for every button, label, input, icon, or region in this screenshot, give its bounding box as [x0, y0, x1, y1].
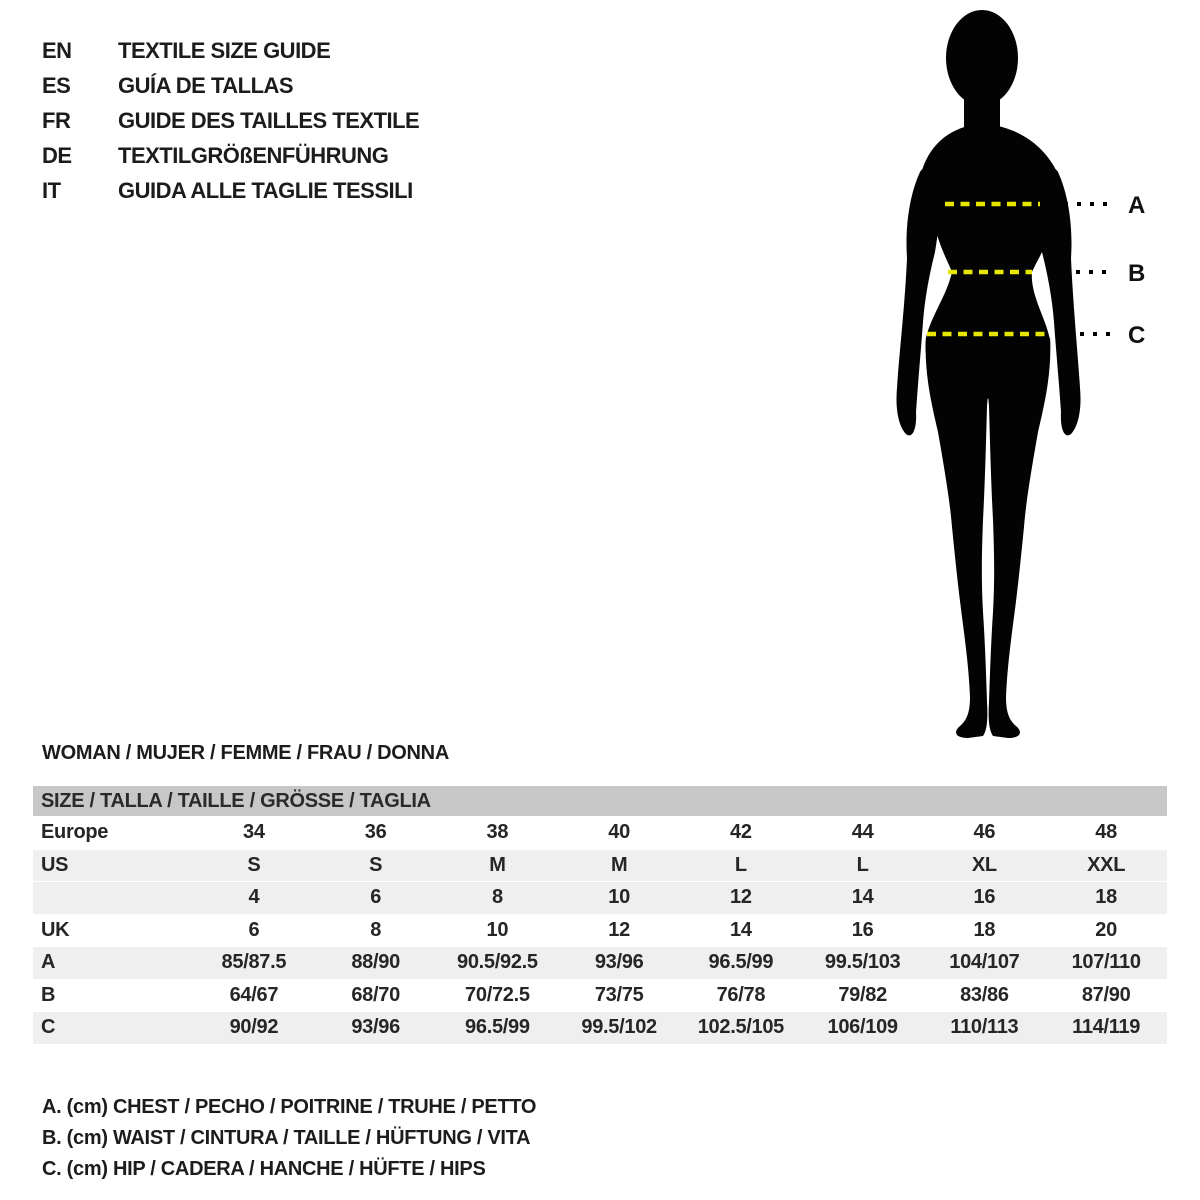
table-cell: 8 [491, 886, 503, 909]
table-cell: 18 [1095, 886, 1117, 909]
language-label: GUÍA DE TALLAS [118, 72, 294, 98]
table-cell: 20 [1095, 918, 1117, 941]
table-row [33, 946, 1167, 979]
table-cell: 106/109 [827, 1016, 898, 1039]
measurement-legend [42, 1092, 536, 1185]
table-cell: 93/96 [351, 1016, 400, 1039]
table-cell: 12 [608, 918, 630, 941]
size-table-header: SIZE / TALLA / TAILLE / GRÖSSE / TAGLIA [33, 786, 1167, 816]
table-cell: 14 [851, 886, 874, 909]
table-cell: 12 [730, 886, 752, 909]
chest-label: A [1128, 192, 1146, 219]
table-cell: M [489, 853, 506, 876]
language-code: IT [42, 177, 61, 203]
table-cell: 107/110 [1071, 951, 1141, 974]
table-cell: 79/82 [838, 983, 887, 1006]
table-cell: 114/119 [1072, 1016, 1141, 1039]
legend-hip: C. (cm) HIP / CADERA / HANCHE / HÜFTE / HIPS [42, 1158, 486, 1180]
table-cell: 76/78 [716, 983, 766, 1006]
hip-label: C [1128, 322, 1146, 349]
table-cell: 73/75 [594, 983, 644, 1006]
table-cell: 99.5/102 [581, 1016, 657, 1039]
table-cell: 10 [486, 918, 509, 941]
table-cell: 68/70 [351, 983, 400, 1006]
language-code: FR [42, 107, 71, 133]
language-code: EN [42, 37, 72, 63]
table-cell: 8 [370, 918, 382, 941]
table-cell: 16 [851, 918, 874, 941]
table-cell: M [610, 853, 628, 876]
table-cell: 85/87.5 [221, 951, 287, 974]
table-row-label: B [41, 983, 56, 1006]
table-cell: XXL [1087, 853, 1126, 876]
table-cell: S [369, 853, 383, 876]
table-cell: 96.5/99 [708, 951, 774, 974]
table-row-label: A [41, 951, 56, 974]
table-cell: XL [971, 853, 997, 876]
silhouette-left-leg [926, 336, 988, 738]
table-cell: 93/96 [594, 951, 644, 974]
table-cell: 83/86 [960, 983, 1009, 1006]
woman-silhouette-figure [850, 0, 1200, 742]
table-cell: 90.5/92.5 [457, 951, 538, 974]
table-row-label: C [41, 1016, 56, 1039]
table-cell: 96.5/99 [465, 1016, 530, 1039]
woman-silhouette [896, 10, 1080, 738]
table-row-label: Europe [41, 821, 109, 844]
language-label: TEXTILE SIZE GUIDE [118, 37, 331, 63]
table-cell: 40 [608, 821, 630, 844]
language-code: ES [42, 72, 71, 98]
table-row-label: US [41, 853, 69, 876]
language-label: GUIDA ALLE TAGLIE TESSILI [118, 177, 413, 203]
table-cell: 42 [730, 821, 752, 844]
table-cell: 88/90 [351, 951, 400, 974]
table-cell: 6 [370, 886, 382, 909]
table-cell: 102.5/105 [697, 1016, 785, 1039]
table-cell: 38 [486, 821, 509, 844]
table-cell: 64/67 [229, 983, 279, 1006]
gender-title: WOMAN / MUJER / FEMME / FRAU / DONNA [42, 742, 449, 764]
language-list [42, 33, 419, 208]
table-cell: 18 [973, 918, 996, 941]
legend-waist: B. (cm) WAIST / CINTURA / TAILLE / HÜFTUNG / VITA [42, 1127, 531, 1149]
waist-label: B [1128, 260, 1146, 287]
language-row-fr [42, 103, 419, 138]
silhouette-torso [920, 126, 1060, 399]
size-table-rows [33, 816, 1167, 1044]
table-cell: 14 [730, 918, 752, 941]
language-code: DE [42, 142, 72, 168]
table-cell: L [856, 853, 869, 876]
silhouette-neck [964, 78, 1000, 134]
language-row-en [42, 33, 419, 68]
table-row [33, 881, 1167, 914]
language-row-de [42, 138, 419, 173]
size-table [33, 786, 1167, 1044]
table-cell: 44 [851, 821, 874, 844]
table-cell: 34 [243, 821, 265, 844]
language-label: GUIDE DES TAILLES TEXTILE [118, 107, 420, 133]
table-row [33, 1011, 1167, 1044]
table-cell: 90/92 [229, 1016, 279, 1039]
table-row [33, 816, 1167, 849]
table-cell: 16 [973, 886, 996, 909]
table-cell: 99.5/103 [824, 951, 901, 974]
language-row-it [42, 173, 419, 208]
legend-chest: A. (cm) CHEST / PECHO / POITRINE / TRUHE / PETTO [42, 1096, 537, 1118]
table-cell: 70/72.5 [465, 983, 530, 1006]
table-cell: 4 [248, 886, 260, 909]
table-cell: 10 [608, 886, 630, 909]
table-cell: 36 [364, 821, 387, 844]
table-cell: 48 [1095, 821, 1117, 844]
table-cell: 46 [973, 821, 996, 844]
table-cell: 87/90 [1081, 983, 1131, 1006]
table-row [33, 979, 1167, 1012]
language-row-es [42, 68, 419, 103]
language-label: TEXTILGRÖßENFÜHRUNG [118, 142, 389, 168]
table-cell: 110/113 [950, 1016, 1019, 1039]
table-cell: S [247, 853, 261, 876]
table-cell: 6 [248, 918, 260, 941]
table-cell: 104/107 [949, 951, 1020, 974]
table-row [33, 849, 1167, 882]
table-row-label: UK [41, 918, 70, 941]
table-row [33, 914, 1167, 947]
silhouette-right-leg [988, 336, 1050, 738]
table-cell: L [734, 853, 747, 876]
